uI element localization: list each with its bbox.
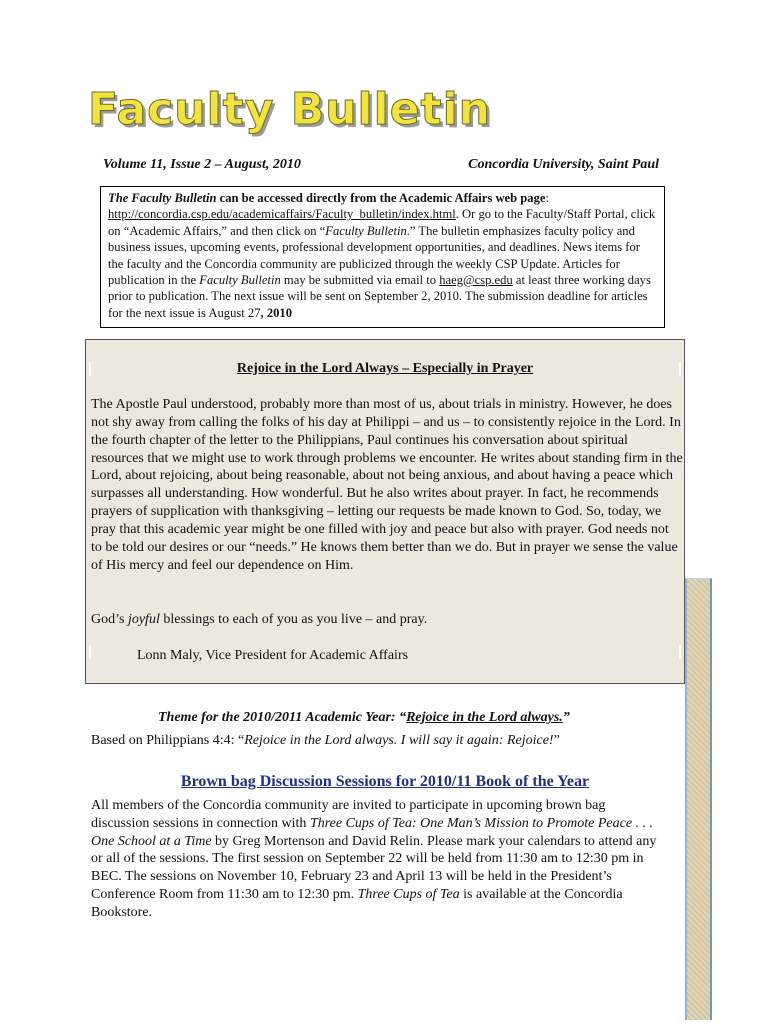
based-italic: Rejoice in the Lord always. I will say it again: Rejoice! — [244, 733, 554, 748]
rejoice-body: The Apostle Paul understood, probably more than most of us, about trials in ministry. However, he does not shy away from calling the folks of his day at Philippi – and us – to consistently rejoice in the Lord. In the fourth chapter of the letter to the Philippians, Paul continues his conversation about spiritual resources that we might use to work through problems we encounter. He writes about standing firm in the Lord, about rejoicing, about being reasonable, about not being anxious, and about having a peace which surpasses all understanding. How wonderful. But he also writes about prayer. In fact, he recommends prayers of supplication with thanksgiving – letting our requests be made known to God. So, today, we pray that this academic year might be one filled with joy and peace but also with prayer. God needs not to be told our desires or our “needs.” He knows them better than we do. But in prayer we sense the value of His mercy and feel our dependence on Him. — [91, 397, 683, 573]
blessing-post: blessings to each of you as you live – and pray. — [159, 612, 428, 627]
brownbag-heading: Brown bag Discussion Sessions for 2010/11 Book of the Year — [180, 773, 590, 790]
theme-underlined: Rejoice in the Lord always. — [406, 710, 563, 725]
decorative-side-strip — [685, 578, 712, 1020]
access-text-4: at least three working days prior to publication. The next issue will be sent on September 2, 2010. The submission deadline for articles for the next issue is August 27 — [108, 273, 651, 320]
access-text-1: . Or go to the Faculty/Staff Portal, click on “Academic Affairs,” and then click on “ — [108, 207, 656, 238]
based-pre: Based on Philippians 4:4: “ — [91, 733, 245, 748]
blessing-italic: joyful — [127, 612, 160, 627]
bulletin-url-link[interactable]: http://concordia.csp.edu/academicaffairs/Faculty_bulletin/index.html — [108, 207, 456, 222]
rejoice-article-box — [85, 339, 685, 684]
issue-number: Volume 11, Issue 2 – August, 2010 — [103, 157, 301, 172]
access-italic-fb: Faculty Bulletin — [325, 223, 407, 238]
theme-prefix: Theme for the 2010/2011 Academic Year: “ — [158, 710, 407, 725]
brownbag-text-3: is available at the Concordia Bookstore. — [91, 886, 623, 920]
rejoice-signature: Lonn Maly, Vice President for Academic Affairs — [137, 648, 409, 663]
university-name: Concordia University, Saint Paul — [468, 157, 659, 172]
theme-suffix: ” — [562, 710, 570, 725]
theme-scripture — [91, 733, 560, 749]
year-theme — [158, 710, 570, 726]
access-lead-italic: The Faculty Bulletin — [108, 191, 217, 205]
access-deadline-year: , 2010 — [260, 305, 292, 320]
brownbag-body — [91, 797, 666, 922]
email-link[interactable]: haeg@csp.edu — [439, 273, 513, 288]
brownbag-text-2: by Greg Mortenson and David Relin. Please mark your calendars to attend any or all of the sessions. The first session on September 22 will be held from 11:30 am to 12:30 pm in BEC. The sessions on November 10, February 23 and April 13 will be held in the President’s Conference Room from 11:30 am to 12:30 pm. — [91, 833, 657, 902]
blessing-pre: God’s — [91, 612, 128, 627]
box-corner-mark — [679, 645, 681, 659]
based-post: ” — [553, 733, 560, 748]
access-text-3: may be submitted via email to — [280, 273, 440, 288]
box-corner-mark — [89, 645, 91, 659]
access-lead-rest: can be accessed directly from the Academic Affairs web page — [216, 191, 546, 205]
access-info-box — [100, 186, 665, 328]
rejoice-blessing — [91, 612, 427, 628]
access-text-2: .” The bulletin emphasizes faculty policy and business issues, upcoming events, professional development opportunities, and deadlines. News items for the faculty and the Concordia community are publicized through the weekly CSP Update. Articles for publication in the — [108, 223, 640, 288]
access-italic-fb-2: Faculty Bulletin — [199, 273, 281, 288]
brownbag-book-title: Three Cups of Tea: One Man’s Mission to Promote Peace . . . One School at a Time — [91, 815, 654, 849]
access-lead-colon: : — [545, 191, 549, 205]
issue-line — [103, 157, 659, 173]
brownbag-book-title-2: Three Cups of Tea — [357, 886, 460, 902]
brownbag-text-1: All members of the Concordia community are invited to participate in upcoming brown bag discussion sessions in connection with — [91, 798, 606, 831]
rejoice-heading: Rejoice in the Lord Always – Especially in Prayer — [236, 361, 534, 376]
bulletin-title: Faculty Bulletin — [88, 84, 491, 135]
